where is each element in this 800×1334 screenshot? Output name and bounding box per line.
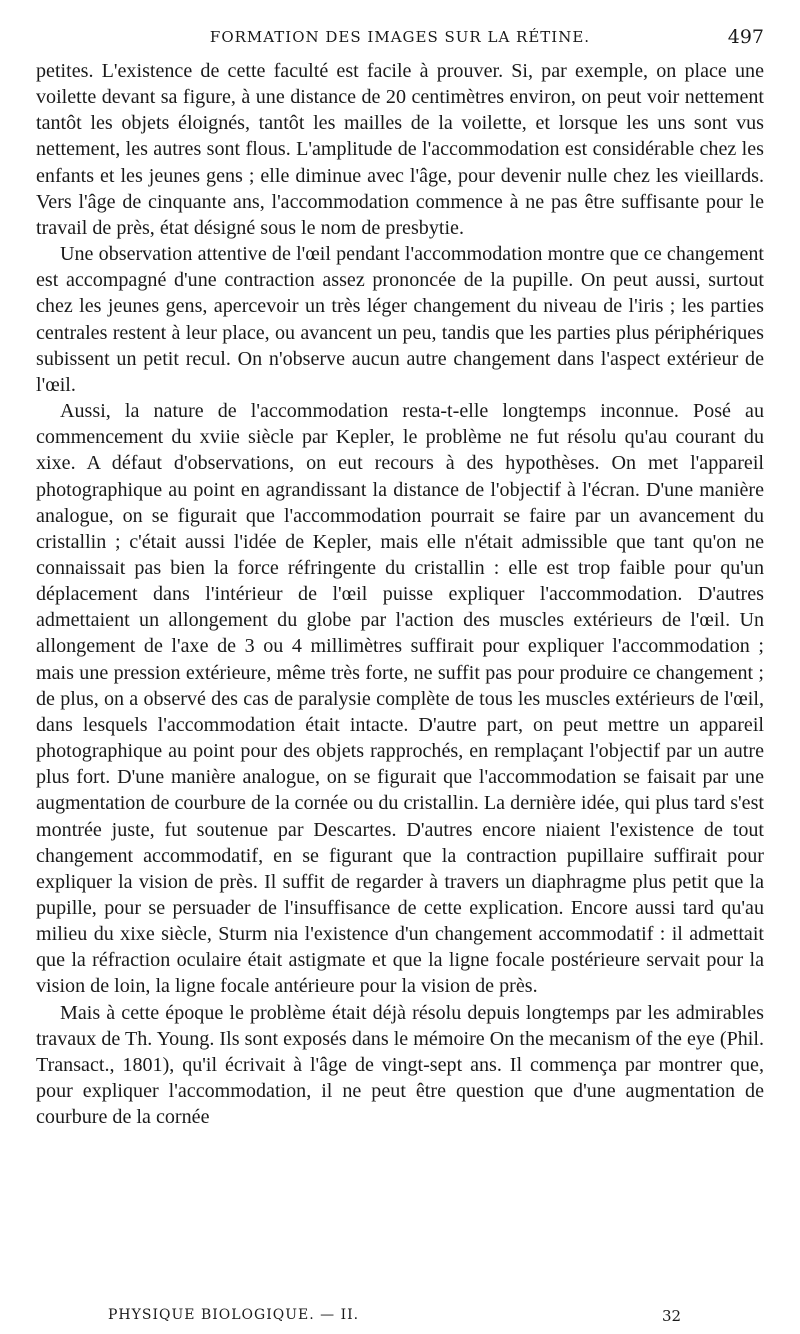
paragraph: Aussi, la nature de l'accommodation resta-t-elle longtemps inconnue. Posé au commencement du xviie siècle par Kepler, le problème ne fut résolu qu'au courant du xixe. A défaut d'observations, on eut recours à des hypothèses. On met l'appareil photographique au point en agrandissant la distance de l'objectif à l'écran. D'une manière analogue, on se figurait que l'accommodation pourrait se faire par un avancement du cristallin ; c'était aussi l'idée de Kepler, mais elle n'était admissible que tant qu'on ne connaissait pas bien la force réfringente du cristallin : elle est trop faible pour qu'un déplacement dans l'intérieur de l'œil puisse expliquer l'accommodation. D'autres admettaient un allongement du globe par l'action des muscles extérieurs de l'œil. Un allongement de l'axe de 3 ou 4 millimètres suffirait pour expliquer l'accommodation ; mais une pression extérieure, même très forte, ne suffit pas pour produire ce changement ; de plus, on a observé des cas de paralysie complète de tous les muscles extérieurs de l'œil, dans lesquels l'accommodation était intacte. D'autre part, on peut mettre un appareil photographique au point pour des objets rapprochés, en remplaçant l'objectif par un autre plus fort. D'une manière analogue, on se figurait que l'accommodation se faisait par une augmentation de courbure de la cornée ou du cristallin. La dernière idée, qui plus tard s'est montrée juste, fut soutenue par Descartes. D'autres encore niaient l'existence de tout changement accommodatif, en se figurant que la contraction pupillaire suffirait pour expliquer la vision de près. Il suffit de regarder à travers un diaphragme plus petit que la pupille, pour se persuader de l'insuffisance de cette explication. Encore aussi tard qu'au milieu du xixe siècle, Sturm nia l'existence d'un changement accommodatif : il admettait que la réfraction oculaire était astigmate et que la ligne focale postérieure servait pour la vision de loin, la ligne focale antérieure pour la vision de près.: [36, 400, 764, 998]
running-title: FORMATION DES IMAGES SUR LA RÉTINE.: [209, 28, 591, 46]
paragraph: petites. L'existence de cette faculté est facile à prouver. Si, par exemple, on place une voilette devant sa figure, à une distance de 20 centimètres environ, on peut voir nettement tantôt les objets éloignés, tantôt les mailles de la voilette, et lorsque les uns sont vus nettement, les autres sont flous. L'amplitude de l'accommodation est considérable chez les enfants et les jeunes gens ; elle diminue avec l'âge, pour devenir nulle chez les vieillards. Vers l'âge de cinquante ans, l'accommodation commence à ne pas être suffisante pour le travail de près, état désigné sous le nom de presbytie.: [36, 60, 764, 239]
running-head: [36, 26, 764, 58]
paragraph: Une observation attentive de l'œil pendant l'accommodation montre que ce changement est accompagné d'une contraction assez prononcée de la pupille. On peut aussi, surtout chez les jeunes gens, apercevoir un très léger changement du niveau de l'iris ; les parties centrales restent à leur place, ou avancent un peu, tandis que les parties plus périphériques subissent un petit recul. On n'observe aucun autre changement dans l'aspect extérieur de l'œil.: [36, 243, 764, 396]
paragraph: Mais à cette époque le problème était déjà résolu depuis longtemps par les admirables travaux de Th. Young. Ils sont exposés dans le mémoire On the mecanism of the eye (Phil. Transact., 1801), qu'il écrivait à l'âge de vingt-sept ans. Il commença par montrer que, pour expliquer l'accommodation, il ne peut être question que d'une augmentation de courbure de la cornée: [36, 1001, 764, 1129]
footer-book-title: PHYSIQUE BIOLOGIQUE. — II.: [108, 1307, 360, 1323]
page-number: 497: [727, 26, 764, 48]
body-text: [36, 58, 764, 1130]
footer-signature: 32: [662, 1307, 682, 1325]
